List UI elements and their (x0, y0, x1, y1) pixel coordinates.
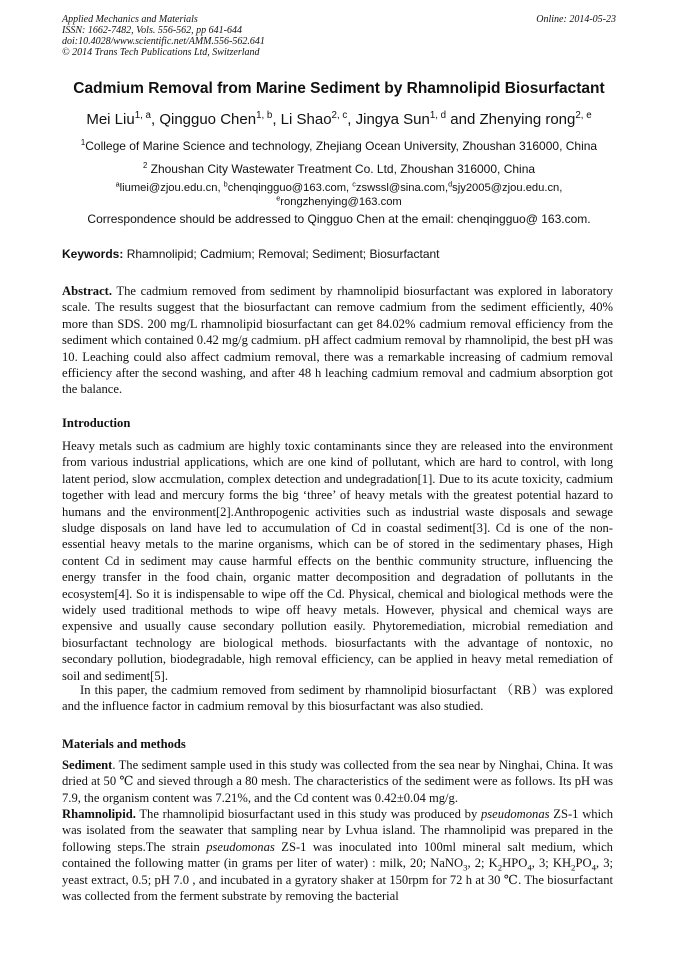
keywords-label: Keywords: (62, 247, 124, 261)
doi-line: doi:10.4028/www.scientific.net/AMM.556-562.641 (62, 36, 265, 47)
species-name: pseudomonas (206, 839, 275, 854)
introduction-heading: Introduction (62, 416, 131, 430)
author-list (30, 111, 648, 128)
issn-line: ISSN: 1662-7482, Vols. 556-562, pp 641-644 (62, 25, 242, 36)
author: Zhenying rong$^{2, e}$ (479, 110, 592, 128)
online-date: Online: 2014-05-23 (536, 14, 616, 25)
email-link[interactable]: zswssl@sina.com, (355, 182, 449, 194)
author: Jingya Sun$^{1, d}$ and (355, 110, 480, 128)
methods-heading: Materials and methods (62, 737, 186, 751)
journal-header (62, 14, 616, 58)
copyright-line: © 2014 Trans Tech Publications Ltd, Switzerland (62, 47, 260, 58)
rhamnolipid-label: Rhamnolipid. (62, 807, 136, 821)
affiliation-2: $^2$ Zhoushan City Wastewater Treatment Co. Ltd, Zhoushan 316000, China (142, 161, 536, 176)
keywords-text: Rhamnolipid; Cadmium; Removal; Sediment; Biosurfactant (123, 247, 440, 261)
affiliation-1: $^1$College of Marine Science and technology, Zhejiang Ocean University, Zhoushan 316000, China (80, 138, 598, 153)
author-emails: $^a$liumei@zjou.edu.cn, $^b$chenqingguo@163.com, $^c$zswssl@sina.com,$^d$sjy2005@zjou.edu.cn, $^e$rongzhenying@163.com (115, 179, 563, 208)
author: Li Shao$^{2, c}$, (280, 110, 356, 128)
paper-title: Cadmium Removal from Marine Sediment by Rhamnolipid Biosurfactant (73, 80, 605, 97)
author: Qingguo Chen$^{1, b}$, (159, 110, 281, 128)
correspondence-line: Correspondence should be addressed to Qingguo Chen at the email: chenqingguo@ 163.com. (87, 212, 591, 226)
keywords-line (62, 247, 616, 261)
species-name: pseudomonas (480, 807, 550, 821)
author: Mei Liu$^{1, a}$, (86, 110, 160, 128)
abstract-paragraph: Abstract. The cadmium removed from sediment by rhamnolipid biosurfactant was explored in laboratory scale. The results suggest that the biosurfactant can remove cadmium from the sediment efficiently, 40% more than SDS. 200 mg/L rhamnolipid biosurfactant can get 84.02% cadmium removal efficiency from the sediment which contained 0.42 mg/g cadmium. pH affect cadmium removal by rhamnolipid, the best pH was 10. Leaching could also affect cadmium removal, there was a remarkable increasing of cadmium removal efficiency after the second washing, and after 48 h leaching cadmium removal and cadmium absorption got the balance. (62, 284, 613, 397)
introduction-paragraph-2: In this paper, the cadmium removed from sediment by rhamnolipid biosurfactant （RB）was explored and the influence factor in cadmium removal by this biosurfactant was also studied. (62, 683, 613, 714)
sediment-label: Sediment (62, 758, 113, 772)
rhamnolipid-paragraph: Rhamnolipid. The rhamnolipid biosurfactant used in this study was produced by pseudomonas ZS-1 which was isolated from the seawater that sampling near by Lvhua island. The rhamnolipid was prepared in the following steps.The strain pseudomonas ZS-1 was inoculated into 100ml mineral salt medium, which contained the following matter (in grams per liter of water) : milk, 20; NaNO$_3$, 2; $K_2HPO_4$, 3; $KH_2PO_4$, 3; yeast extract, 0.5; pH 7.0 , and incubated in a gyratory shaker at 150rpm for 72 h at 30 ℃. The biosurfactant was collected from the ferment substrate by removing the bacterial (62, 807, 613, 904)
sediment-paragraph: Sediment. The sediment sample used in this study was collected from the sea near by Ninghai, China. It was dried at 50 ℃ and sieved through a 80 mesh. The characteristics of the sediment were as follows. Its pH was 7.9, the organism content was 7.21%, and the Cd content was 0.42±0.04 mg/g. (62, 758, 613, 805)
introduction-paragraph-1: Heavy metals such as cadmium are highly toxic contaminants since they are released into the environment from various industrial applications, which are one kind of pollutant, which are hard to control, with long latent period, slow accmulation, complex detection and undegradation[1]. Due to its acute toxicity, cadmium together with lead and mercury forms the big ‘three’ of heavy metals with the greatest potential hazard to humans and the environment[2].Anthropogenic activities such as industrial waste disposals and sewage sludge disposals on land have led to accumulation of Cd in coastal sediment[3]. Cd is one of the non-essential heavy metals to the marine organisms, which can be of stored in the sedimentary phases, High content Cd in sediment may cause harmful effects on the benthic community structure, influencing the energy transfer in the food chain, organic matter decomposition and degradation of pollutants in the ecosystem[4]. So it is indispensable to wipe off the Cd. Physical, chemical and biological methods were the widely used traditional methods to wipe off heavy metals. However, physical and chemical ways are expensive and usually cause secondary pollution easily. Phytoremediation, microbial remediation and biosurfactant technology are biological methods. biosurfactants with the advantage of nontoxic, no secondary pollution, biodegradable, high removal efficiency, can be applied in heavy metal remediation of soil and sediment[5]. (62, 439, 613, 683)
email-link[interactable]: sjy2005@zjou.edu.cn, (452, 182, 563, 194)
journal-name: Applied Mechanics and Materials (62, 14, 198, 25)
email-link[interactable]: rongzhenying@163.com (280, 195, 402, 208)
abstract-label: Abstract. (62, 284, 113, 298)
email-link[interactable]: liumei@zjou.edu.cn, (119, 182, 224, 194)
email-link[interactable]: chenqingguo@163.com, (227, 182, 353, 194)
